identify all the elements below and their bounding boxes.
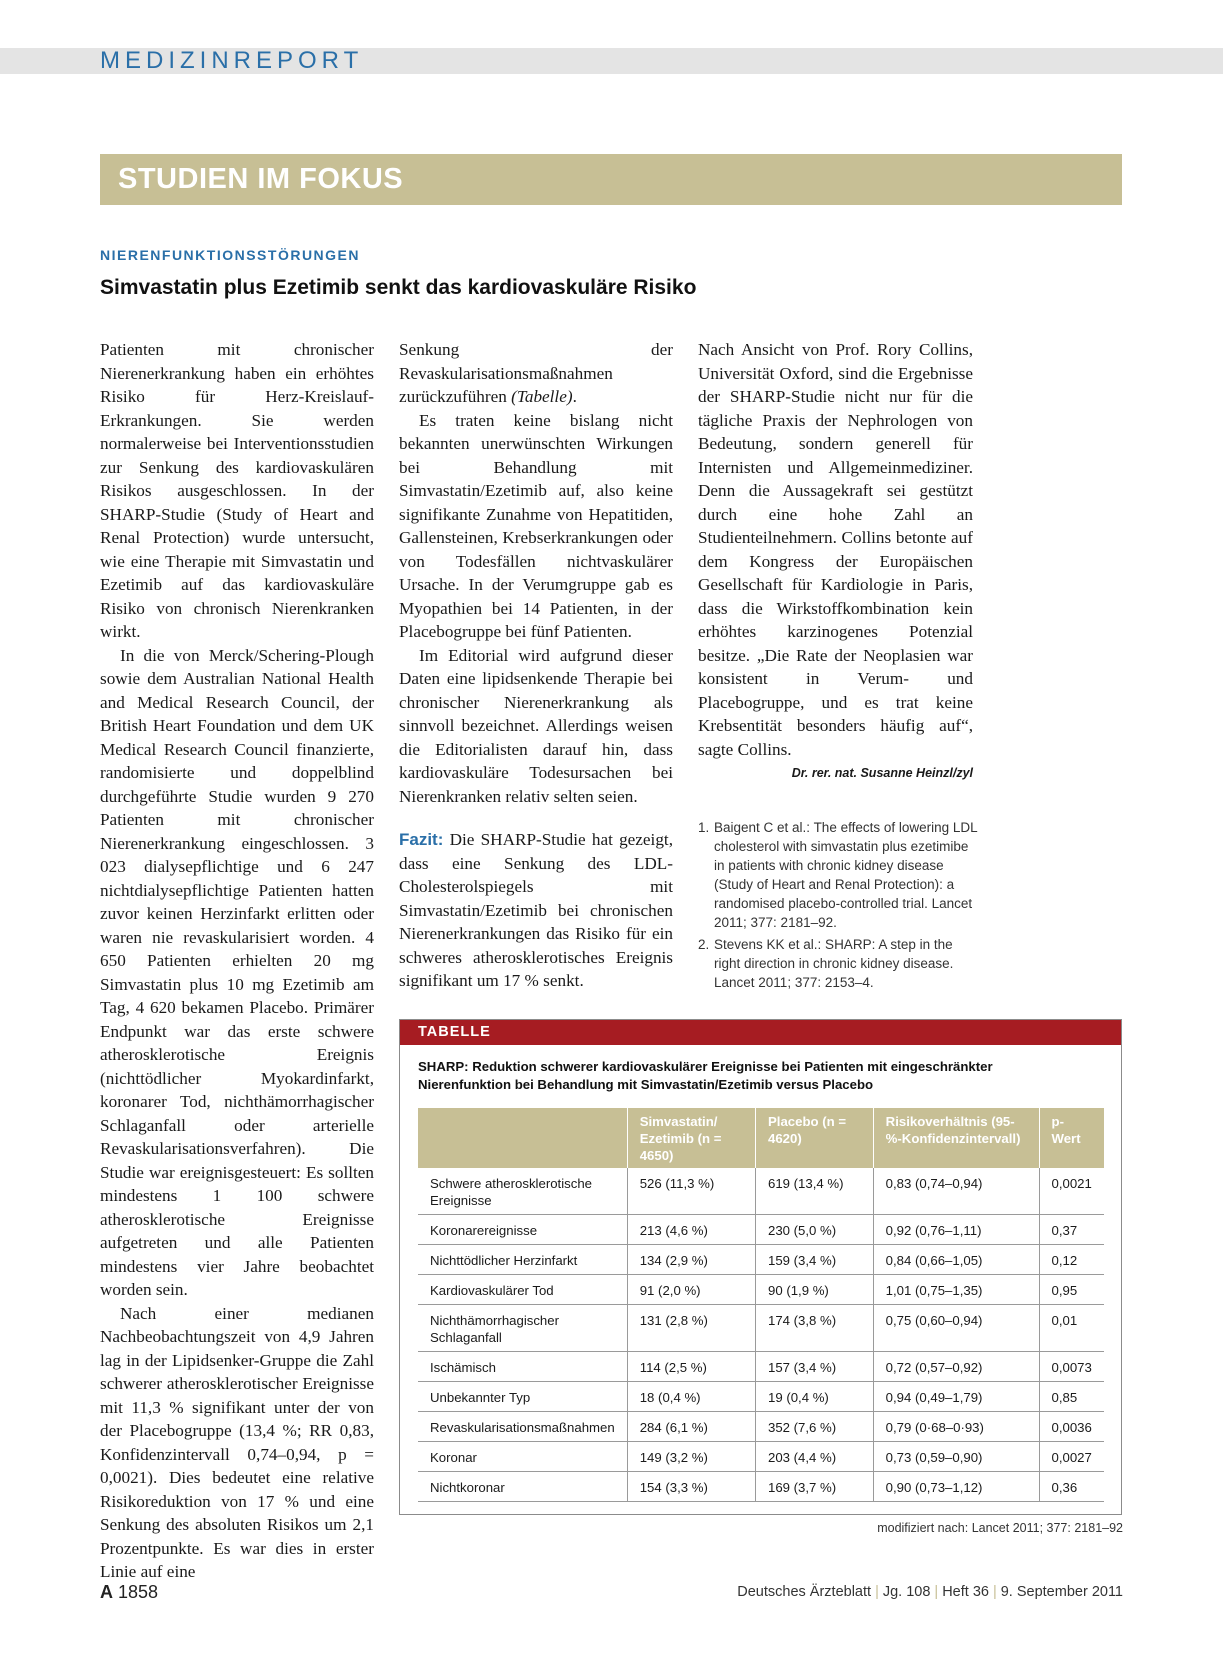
journal-name: Deutsches Ärzteblatt: [737, 1584, 872, 1600]
table-cell: 0,85: [1039, 1382, 1104, 1412]
table-cell: 131 (2,8 %): [627, 1305, 755, 1352]
paragraph: Senkung der Revaskularisationsmaßnahmen zurückzuführen (Tabelle).: [399, 340, 673, 406]
results-table: [418, 1108, 1104, 1502]
fazit-text: Die SHARP-Studie hat gezeigt, dass eine Senkung des LDL-Cholesterolspiegels mit Simvastatin/Ezetimib bei chronischen Nierenerkrankungen das Risiko für ein schweres atherosklerotisches Ereignis signifikant um 17 % senkt.: [399, 830, 673, 990]
table-cell: 0,0036: [1039, 1412, 1104, 1442]
table-cell: 0,84 (0,66–1,05): [873, 1245, 1039, 1275]
table-cell: Ischämisch: [418, 1352, 627, 1382]
article-kicker: NIERENFUNKTIONSSTÖRUNGEN: [100, 247, 361, 263]
reference-list: [698, 818, 978, 995]
table-cell: Schwere atherosklerotische Ereignisse: [418, 1168, 627, 1215]
table-cell: 0,37: [1039, 1215, 1104, 1245]
author-byline: Dr. rer. nat. Susanne Heinzl/zyl: [791, 766, 973, 780]
table-cell: 19 (0,4 %): [755, 1382, 873, 1412]
table-box: [399, 1019, 1122, 1515]
table-header-row: [418, 1108, 1104, 1168]
table-cell: 149 (3,2 %): [627, 1442, 755, 1472]
table-cell: 0,72 (0,57–0,92): [873, 1352, 1039, 1382]
table-cell: 0,79 (0·68–0·93): [873, 1412, 1039, 1442]
fazit-paragraph: [399, 828, 673, 993]
table-label: TABELLE: [418, 1024, 491, 1040]
table-cell: 526 (11,3 %): [627, 1168, 755, 1215]
table-row: [418, 1382, 1104, 1412]
column-header: Risikoverhältnis (95-%-Konfidenzintervall): [873, 1108, 1039, 1168]
column-header: p-Wert: [1039, 1108, 1104, 1168]
table-cell: 91 (2,0 %): [627, 1275, 755, 1305]
paragraph: Patienten mit chronischer Nierenerkrankung haben ein erhöhtes Risiko für Herz-Kreislauf-Erkrankungen. Sie werden normalerweise bei Interventionsstudien zur Senkung des kardiovaskulären Risikos ausgeschlossen. In der SHARP-Studie (Study of Heart and Renal Protection) wurde untersucht, wie eine Therapie mit Simvastatin und Ezetimib auf das kardiovaskuläre Risiko von chronisch Nierenkranken wirkt.: [100, 340, 374, 641]
journal-date: 9. September 2011: [1000, 1584, 1123, 1600]
banner: [100, 154, 1122, 205]
table-cell: Revaskularisationsmaßnahmen: [418, 1412, 627, 1442]
fazit-label: Fazit:: [399, 830, 444, 849]
table-body: [418, 1168, 1104, 1502]
reference-text: Baigent C et al.: The effects of lowering LDL cholesterol with simvastatin plus ezetimibe in patients with chronic kidney disease (Study of Heart and Renal Protection): a randomised placebo-controlled trial. Lancet 2011; 377: 2181–92.: [714, 820, 978, 930]
table-row: [418, 1215, 1104, 1245]
table-cell: 0,01: [1039, 1305, 1104, 1352]
table-cell: 0,90 (0,73–1,12): [873, 1472, 1039, 1502]
separator: |: [875, 1584, 879, 1600]
table-cell: 0,83 (0,74–0,94): [873, 1168, 1039, 1215]
reference-number: 2.: [698, 937, 710, 952]
table-cell: Nichthämorrhagischer Schlaganfall: [418, 1305, 627, 1352]
table-cell: 1,01 (0,75–1,35): [873, 1275, 1039, 1305]
separator: |: [934, 1584, 939, 1600]
table-cell: Kardiovaskulärer Tod: [418, 1275, 627, 1305]
table-cell: 0,0021: [1039, 1168, 1104, 1215]
page-prefix: A: [100, 1582, 113, 1602]
column-header: Placebo (n = 4620): [755, 1108, 873, 1168]
journal-info: [737, 1584, 1123, 1600]
banner-title: STUDIEN IM FOKUS: [118, 163, 404, 195]
table-cell: 203 (4,4 %): [755, 1442, 873, 1472]
table-cell: Unbekannter Typ: [418, 1382, 627, 1412]
table-reference: (Tabelle): [511, 387, 573, 406]
table-cell: 0,36: [1039, 1472, 1104, 1502]
table-row: [418, 1305, 1104, 1352]
table-cell: 154 (3,3 %): [627, 1472, 755, 1502]
table-cell: 0,94 (0,49–1,79): [873, 1382, 1039, 1412]
reference-text: Stevens KK et al.: SHARP: A step in the right direction in chronic kidney disease. Lancet 2011; 377: 2153–4.: [714, 937, 954, 990]
table-header-bar: [400, 1020, 1121, 1045]
journal-issue: Heft 36: [942, 1584, 989, 1600]
table-row: [418, 1472, 1104, 1502]
table-cell: 18 (0,4 %): [627, 1382, 755, 1412]
reference-number: 1.: [698, 820, 710, 835]
table-cell: 619 (13,4 %): [755, 1168, 873, 1215]
table-cell: 0,0027: [1039, 1442, 1104, 1472]
table-caption: SHARP: Reduktion schwerer kardiovaskulärer Ereignisse bei Patienten mit eingeschränkter Nierenfunktion bei Behandlung mit Simvastatin/Ezetimib versus Placebo: [418, 1059, 993, 1092]
table-cell: Nichtkoronar: [418, 1472, 627, 1502]
article-column-3: [698, 338, 973, 783]
table-row: [418, 1442, 1104, 1472]
journal-volume: Jg. 108: [882, 1584, 931, 1600]
table-cell: Koronarereignisse: [418, 1215, 627, 1245]
table-source: modifiziert nach: Lancet 2011; 377: 2181–92: [877, 1521, 1123, 1535]
table-cell: 174 (3,8 %): [755, 1305, 873, 1352]
table-row: [418, 1412, 1104, 1442]
table-cell: 0,95: [1039, 1275, 1104, 1305]
separator: |: [992, 1584, 997, 1600]
table-cell: 169 (3,7 %): [755, 1472, 873, 1502]
paragraph: Im Editorial wird aufgrund dieser Daten eine lipidsenkende Therapie bei chronischer Nierenerkrankung als sinnvoll bezeichnet. Allerdings weisen die Editorialisten darauf hin, dass kardiovaskuläre Todesursachen bei Nierenkranken relativ selten seien.: [399, 645, 673, 806]
table-cell: 0,73 (0,59–0,90): [873, 1442, 1039, 1472]
reference-item: [698, 818, 978, 932]
table-cell: 90 (1,9 %): [755, 1275, 873, 1305]
table-cell: 0,0073: [1039, 1352, 1104, 1382]
reference-item: [698, 935, 978, 992]
paragraph: Nach einer medianen Nachbeobachtungszeit von 4,9 Jahren lag in der Lipidsenker-Gruppe die Zahl schwerer atherosklerotischer Ereignisse mit 11,3 % signifikant unter der von der Placebogruppe (13,4 %; RR 0,83, Konfidenzintervall 0,74–0,94, p = 0,0021). Dies bedeutet eine relative Risikoreduktion von 17 % und eine Senkung des absoluten Risikos um 2,1 Prozentpunkte. Es war dies in erster Linie auf eine: [100, 1303, 374, 1581]
article-headline: Simvastatin plus Ezetimib senkt das kardiovaskuläre Risiko: [100, 276, 697, 299]
paragraph: Es traten keine bislang nicht bekannten unerwünschten Wirkungen bei Behandlung mit Simvastatin/Ezetimib auf, also keine signifikante Zunahme von Hepatitiden, Gallensteinen, Krebserkrankungen oder von Todesfällen nichtvaskulärer Ursache. In der Verumgruppe gab es Myopathien bei 14 Patienten, in der Placebogruppe bei fünf Patienten.: [399, 410, 673, 641]
paragraph-text: Senkung der Revaskularisationsmaßnahmen zurückzuführen: [399, 340, 673, 406]
column-header: Simvastatin/ Ezetimib (n = 4650): [627, 1108, 755, 1168]
article-column-2: [399, 338, 673, 993]
table-cell: 0,92 (0,76–1,11): [873, 1215, 1039, 1245]
table-cell: 0,75 (0,60–0,94): [873, 1305, 1039, 1352]
table-cell: 352 (7,6 %): [755, 1412, 873, 1442]
table-cell: Nichttödlicher Herzinfarkt: [418, 1245, 627, 1275]
table-cell: Koronar: [418, 1442, 627, 1472]
table-cell: 114 (2,5 %): [627, 1352, 755, 1382]
table-cell: 159 (3,4 %): [755, 1245, 873, 1275]
paragraph: Nach Ansicht von Prof. Rory Collins, Universität Oxford, sind die Ergebnisse der SHARP-Studie nicht nur für die tägliche Praxis der Nephrologen von Bedeutung, sondern generell für Internisten und Allgemeinmediziner. Denn die Aussagekraft sei gestützt durch eine hohe Zahl an Studienteilnehmern. Collins betonte auf dem Kongress der Europäischen Gesellschaft für Kardiologie in Paris, dass die Wirkstoffkombination kein erhöhtes karzinogenes Potenzial besitze. „Die Rate der Neoplasien war konsistent in Verum- und Placebogruppe, und es trat keine Krebsentität besonders häufig auf“, sagte Collins.: [698, 340, 973, 759]
table-cell: 213 (4,6 %): [627, 1215, 755, 1245]
table-cell: 134 (2,9 %): [627, 1245, 755, 1275]
table-row: [418, 1275, 1104, 1305]
section-label: MEDIZINREPORT: [100, 47, 364, 74]
page-number: [100, 1582, 158, 1603]
column-header: [418, 1108, 627, 1168]
table-row: [418, 1168, 1104, 1215]
table-cell: 0,12: [1039, 1245, 1104, 1275]
table-cell: 230 (5,0 %): [755, 1215, 873, 1245]
paragraph: In die von Merck/Schering-Plough sowie dem Australian National Health and Medical Research Council, der British Heart Foundation und dem UK Medical Research Council finanzierte, randomisierte und doppelblind durchgeführte Studie wurden 9 270 Patienten mit chronischer Nierenerkrankung eingeschlossen. 3 023 dialysepflichtige und 6 247 nichtdialysepflichtige Patienten hatten zuvor keinen Herzinfarkt erlitten oder waren nie revaskularisiert worden. 4 650 Patienten erhielten 20 mg Simvastatin plus 10 mg Ezetimib am Tag, 4 620 bekamen Placebo. Primärer Endpunkt war das erste schwere atherosklerotische Ereignis (nichttödlicher Myokardinfarkt, koronarer Tod, nichthämorrhagischer Schlaganfall oder arterielle Revaskularisationsverfahren). Die Studie war ereignisgesteuert: Es sollten mindestens 1 100 schwere atherosklerotische Ereignisse aufgetreten und alle Patienten mindestens vier Jahre beobachtet worden sein.: [100, 645, 374, 1299]
article-column-1: [100, 338, 374, 1584]
table-cell: 157 (3,4 %): [755, 1352, 873, 1382]
page-number-value: 1858: [118, 1582, 159, 1602]
table-row: [418, 1245, 1104, 1275]
table-row: [418, 1352, 1104, 1382]
table-cell: 284 (6,1 %): [627, 1412, 755, 1442]
